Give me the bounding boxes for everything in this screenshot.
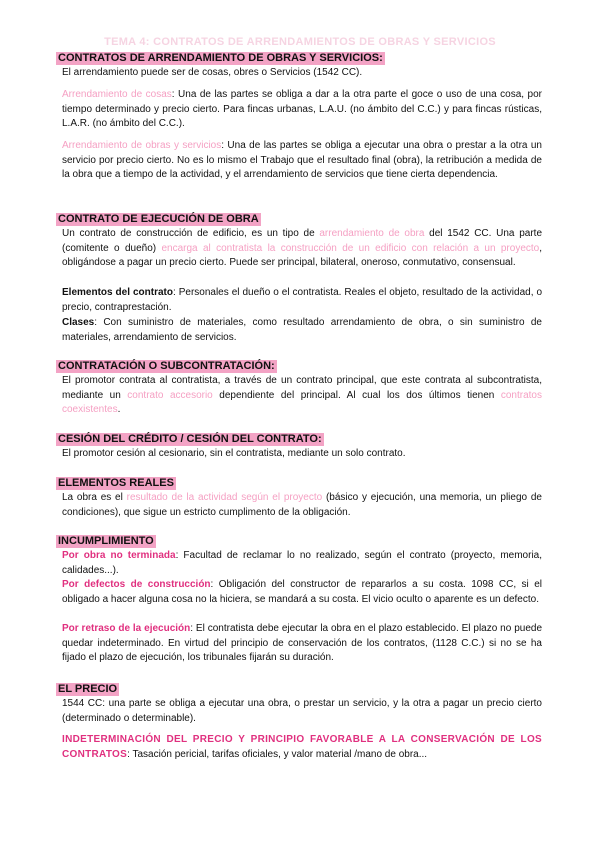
paragraph-clases: Clases: Con suministro de materiales, como resultado arrendamiento de obra, o sin suministro de materiales, arrendamiento de servicios. xyxy=(62,317,542,343)
paragraph-arrendamiento-cosas: Arrendamiento de cosas: Una de las partes se obliga a dar a la otra parte el goce o uso de una cosa, por tiempo determinado y precio cierto. Para fincas urbanas, L.A.U. (no ámbito del C.C.) y para fincas rústicas, L.A.R. (no ámbito del C.C.). xyxy=(62,89,542,129)
paragraph-elementos-reales: La obra es el resultado de la actividad según el proyecto (básico y ejecución, una memoria, un pliego de condiciones), que sigue un estricto cumplimento de la obligación. xyxy=(62,492,542,518)
term-retraso-ejecucion: Por retraso de la ejecución xyxy=(62,623,191,634)
heading-cesion: CESIÓN DEL CRÉDITO / CESIÓN DEL CONTRATO: xyxy=(58,433,322,445)
paragraph-intro: El arrendamiento puede ser de cosas, obres o Servicios (1542 CC). xyxy=(62,67,363,78)
term-contrato-accesorio: contrato accesorio xyxy=(127,389,213,401)
paragraph-precio: 1544 CC: una parte se obliga a ejecutar una obra, o prestar un servicio, y la otra a pagar un precio cierto (determinado o determinable). xyxy=(62,698,542,724)
term-resultado-actividad: resultado de la actividad según el proyecto xyxy=(126,492,323,503)
paragraph-cesion: El promotor cesión al cesionario, sin el contratista, mediante un solo contrato. xyxy=(62,448,406,459)
term-arrendamiento-obra: arrendamiento de obra xyxy=(319,228,425,239)
term-contratos-coexistentes: contratos coexistentes xyxy=(62,389,542,415)
heading-contratacion: CONTRATACIÓN O SUBCONTRATACIÓN: xyxy=(58,360,275,372)
paragraph-indeterminacion-precio: INDETERMINACIÓN DEL PRECIO Y PRINCIPIO FAVORABLE A LA CONSERVACIÓN DE LOS CONTRATOS: Tasación pericial, tarifas oficiales, y valor material /mano de obra... xyxy=(62,734,542,760)
term-arrendamiento-cosas: Arrendamiento de cosas xyxy=(62,89,172,100)
document-title: TEMA 4: CONTRATOS DE ARRENDAMIENTOS DE OBRAS Y SERVICIOS xyxy=(104,36,496,48)
paragraph-arrendamiento-obras: Arrendamiento de obras y servicios: Una de las partes se obliga a ejecutar una obra o prestar a la otra un servicio por precio cierto. No es lo mismo el Trabajo que el resultado final (obra), la retribución a medida de la obra que a tiempo de la actividad, y el arrendamiento de servicios que tiene cierta dependencia. xyxy=(62,140,542,180)
heading-incumplimiento: INCUMPLIMIENTO xyxy=(58,535,154,547)
term-indeterminacion-precio: INDETERMINACIÓN DEL PRECIO Y PRINCIPIO FAVORABLE A LA CONSERVACIÓN DE LOS CONTRATOS xyxy=(62,734,542,760)
paragraph-contrato-construccion: Un contrato de construcción de edificio, es un tipo de arrendamiento de obra del 1542 CC. Una parte (comitente o dueño) encarga al contratista la construcción de un edificio con relación a un proyecto, obligándose a pagar un precio cierto. Puede ser principal, bilateral, oneroso, conmutativo, consensual. xyxy=(62,228,543,268)
paragraph-elementos-contrato: Elementos del contrato: Personales el dueño o el contratista. Reales el objeto, resultado de la actividad, o precio, contraprestación. xyxy=(62,287,542,313)
paragraph-contratacion: El promotor contrata al contratista, a través de un contrato principal, que este contrata al subcontratista, mediante un contrato accesorio dependiente del principal. Al cual los dos últimos tienen contratos coexistentes. xyxy=(62,375,542,415)
term-defectos-construccion: Por defectos de construcción xyxy=(62,579,211,590)
paragraph-obra-no-terminada: Por obra no terminada: Facultad de reclamar lo no realizado, según el contrato (proyecto, memoria, calidades...). xyxy=(62,550,543,576)
term-obra-no-terminada: Por obra no terminada xyxy=(62,550,176,561)
term-arrendamiento-obras: Arrendamiento de obras y servicios xyxy=(62,140,222,151)
term-encargo-proyecto: encarga al contratista la construcción de un edificio con relación a un proyecto xyxy=(161,242,540,254)
heading-contratos-arrendamiento: CONTRATOS DE ARRENDAMIENTO DE OBRAS Y SERVICIOS: xyxy=(58,52,383,64)
heading-elementos-reales: ELEMENTOS REALES xyxy=(58,477,174,489)
paragraph-retraso-ejecucion: Por retraso de la ejecución: El contratista debe ejecutar la obra en el plazo establecido. El plazo no puede quedar indeterminado. En virtud del principio de conservación de los contratos, (1128 C.C.) si no se ha fijado el plazo de ejecución, los tribunales fijarán su duración. xyxy=(62,623,543,663)
heading-el-precio: EL PRECIO xyxy=(58,683,118,695)
heading-contrato-ejecucion: CONTRATO DE EJECUCIÓN DE OBRA xyxy=(58,213,259,225)
paragraph-defectos-construccion: Por defectos de construcción: Obligación del constructor de repararlos a su costa. 1098 CC, si el obligado a hacer alguna cosa no la hiciera, se mandará a su costa. El vicio oculto o aparente es un defecto. xyxy=(62,579,542,605)
